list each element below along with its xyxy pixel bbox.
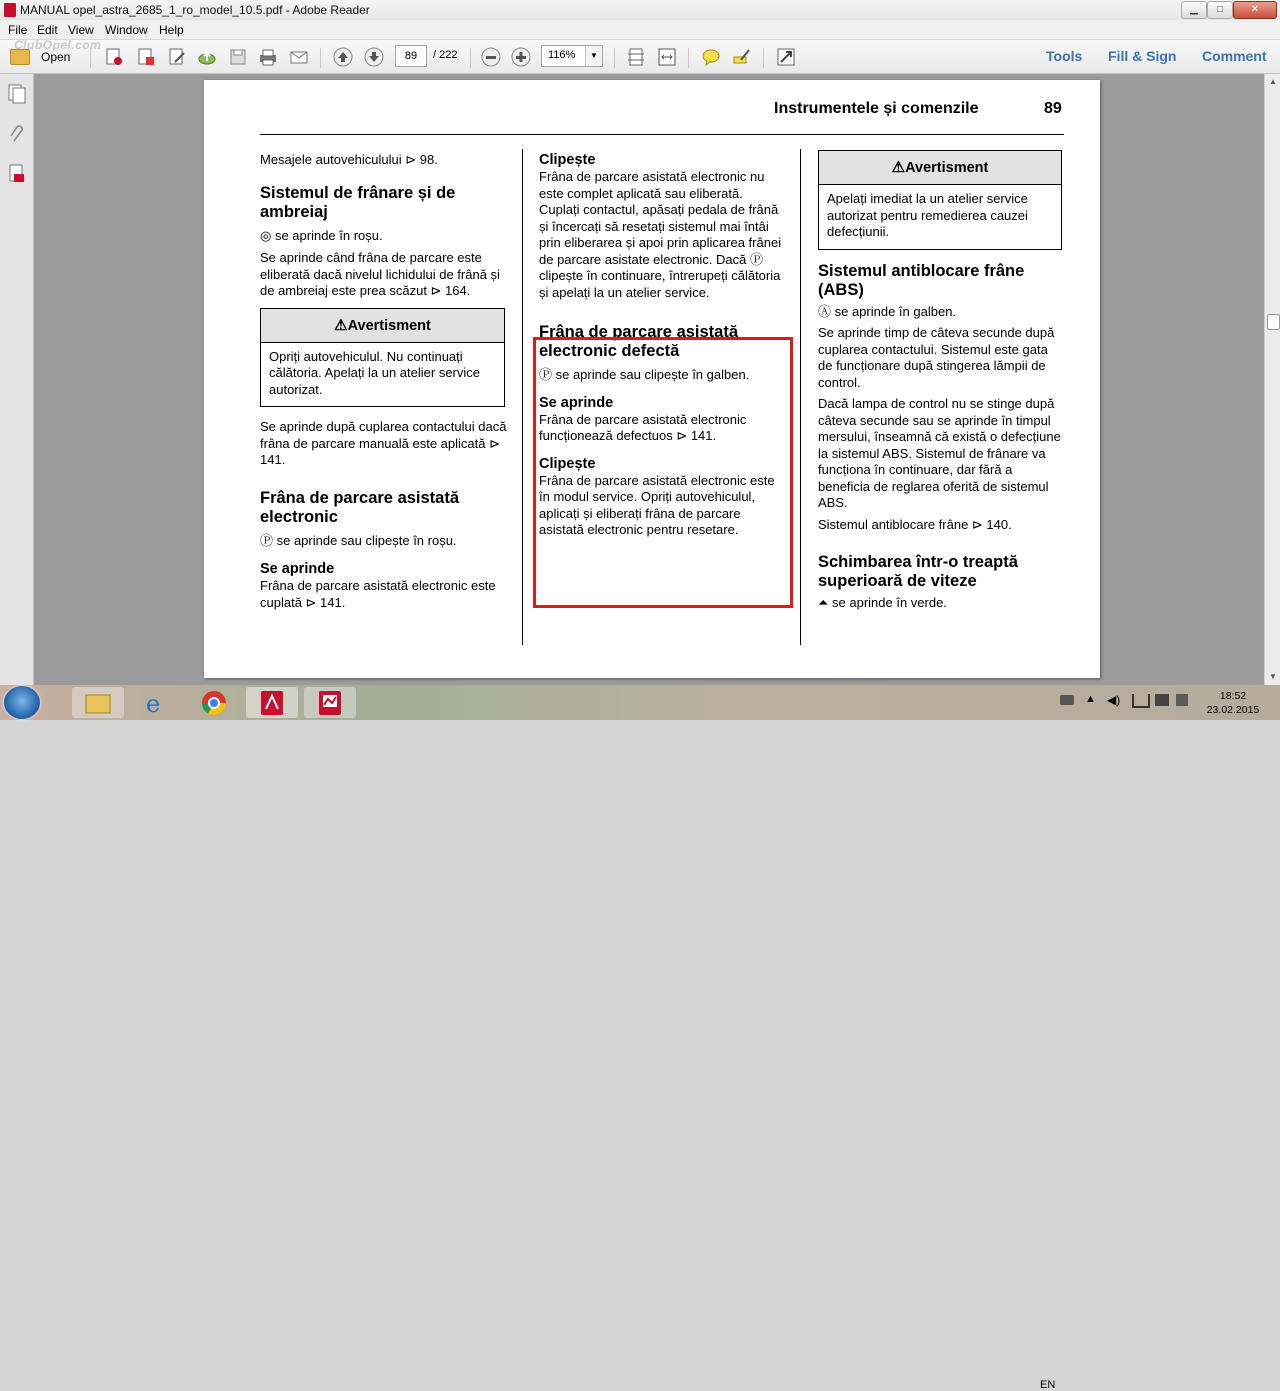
svg-text:e: e — [146, 690, 161, 718]
print-icon[interactable] — [257, 46, 279, 68]
navigation-pane — [0, 74, 34, 685]
body-text: Se aprinde timp de câteva secunde după cuplarea contactului. Sistemul este gata de funcționare după stingerea lămpii de control. — [818, 325, 1055, 390]
start-button[interactable] — [4, 686, 40, 719]
column-1 — [260, 152, 510, 611]
edit-pdf-icon[interactable] — [166, 46, 188, 68]
toolbar-separator — [763, 48, 764, 68]
sub-heading: Clipește — [539, 152, 596, 168]
header-divider — [260, 134, 1064, 135]
explorer-taskbar-icon[interactable] — [72, 687, 124, 718]
indicator-text: Ⓟ se aprinde sau clipește în galben. — [539, 367, 750, 382]
signatures-icon[interactable] — [8, 164, 26, 184]
fill-sign-button[interactable]: Fill & Sign — [1108, 48, 1177, 64]
save-icon[interactable] — [227, 46, 249, 68]
menu-view[interactable]: View — [68, 23, 94, 37]
warning-box — [818, 150, 1062, 250]
column-3 — [818, 150, 1064, 612]
warning-body: Apelați imediat la un atelier service autorizat pentru remedierea cauzei defecțiunii. — [827, 191, 1028, 239]
indicator-text: Ⓟ se aprinde sau clipește în roșu. — [260, 532, 457, 548]
ref-text: Mesajele autovehiculului ⊳ 98. — [260, 152, 438, 167]
scroll-up-icon[interactable]: ▲ — [1269, 77, 1277, 86]
clock-time: 18:52 — [1219, 690, 1247, 702]
tools-button[interactable]: Tools — [1046, 48, 1083, 64]
presentation-app-icon[interactable] — [304, 687, 356, 718]
show-hidden-icons-icon[interactable]: ▲ — [1085, 693, 1096, 705]
attachments-icon[interactable] — [8, 124, 26, 144]
internet-explorer-icon[interactable] — [130, 687, 182, 718]
volume-icon[interactable]: ◀) — [1107, 693, 1121, 707]
warning-body: Opriți autovehiculul. Nu continuați călătoria. Apelați la un atelier service autorizat. — [269, 348, 481, 397]
body-text: Frâna de parcare asistată electronic este în modul service. Opriți autovehiculul, aplicați și eliberați frâna de parcare asistată electronic pentru resetare. — [539, 472, 775, 537]
body-text: Frâna de parcare asistată electronic nu este complet aplicată sau eliberată. Cuplați contactul, apăsați pedala de frână și încercați să resetați sistemul mai întâi prin eliberarea și apoi prin aplicarea frânei de parcare asistate electronic. Dacă Ⓟ clipește în continuare, întrerupeți călătoria și apelați la un atelier service. — [539, 169, 782, 300]
fit-width-icon[interactable] — [656, 46, 678, 68]
page-number-input[interactable]: 89 — [395, 45, 427, 67]
sub-heading: Se aprinde — [260, 561, 335, 577]
keyboard-icon[interactable] — [1060, 695, 1074, 705]
indicator-text: ⏶ se aprinde în verde. — [818, 595, 947, 610]
highlight-annotation[interactable] — [533, 337, 793, 608]
body-text: Sistemul antiblocare frâne ⊳ 140. — [818, 516, 1012, 532]
window-title: MANUAL opel_astra_2685_1_ro_model_10.5.pdf - Adobe Reader — [20, 3, 370, 17]
network-icon[interactable] — [1132, 694, 1150, 708]
toolbar — [0, 40, 1280, 74]
section-heading: Sistemul de frânare și de ambreiaj — [260, 183, 456, 221]
body-text: Dacă lampa de control nu se stinge după câteva secunde sau se aprinde în timpul mersului, înseamnă că există o defecțiune la sistemul ABS. Sistemul de frânare va funcționa în continuare, dar fără a beneficia de reglarea oferită de sistemul ABS. — [818, 396, 1061, 510]
warning-title — [261, 309, 504, 343]
comment-bubble-icon[interactable] — [700, 46, 722, 68]
body-text: Se aprinde când frâna de parcare este eliberată dacă nivelul lichidului de frână și de ambreiaj este prea scăzut ⊳ 164. — [260, 250, 500, 298]
scroll-down-icon[interactable]: ▼ — [1269, 672, 1277, 681]
menu-window[interactable]: Window — [105, 23, 148, 37]
toolbar-separator — [470, 48, 471, 68]
clock-date: 23.02.2015 — [1206, 704, 1260, 716]
email-icon[interactable] — [288, 46, 310, 68]
adobe-reader-taskbar-icon[interactable] — [246, 687, 298, 718]
taskbar-clock[interactable] — [1198, 689, 1268, 717]
page-header-number: 89 — [1044, 100, 1062, 117]
minimize-button[interactable]: ▁ — [1181, 1, 1207, 19]
body-text: Frâna de parcare asistată electronic este cuplată ⊳ 141. — [260, 578, 496, 610]
chevron-down-icon[interactable]: ▼ — [585, 46, 602, 66]
input-language[interactable]: EN — [1040, 1379, 1056, 1391]
previous-page-icon[interactable] — [332, 46, 354, 68]
close-button[interactable]: ✕ — [1233, 1, 1277, 19]
full-screen-icon[interactable] — [775, 46, 797, 68]
section-heading: Sistemul antiblocare frâne (ABS) — [818, 261, 1025, 299]
watermark-text: ClubOpel.com — [14, 38, 102, 52]
toolbar-separator — [688, 48, 689, 68]
sub-heading: Clipește — [539, 455, 596, 472]
section-heading: Frâna de parcare asistată electronic — [260, 488, 460, 526]
column-divider — [522, 149, 523, 645]
comment-button[interactable]: Comment — [1202, 48, 1267, 64]
export-pdf-icon[interactable] — [135, 46, 157, 68]
indicator-text: ◎ se aprinde în roșu. — [260, 227, 383, 243]
toolbar-separator — [614, 48, 615, 68]
page-thumbnails-icon[interactable] — [8, 84, 26, 104]
adobe-reader-icon — [4, 3, 16, 17]
warning-title-text: Avertisment — [347, 317, 431, 334]
warning-box — [260, 308, 505, 408]
warning-triangle-icon: ⚠ — [891, 159, 906, 176]
chrome-icon[interactable] — [188, 687, 240, 718]
fit-page-icon[interactable] — [625, 46, 647, 68]
body-text: Se aprinde după cuplarea contactului dacă frâna de parcare manuală este aplicată ⊳ 141. — [260, 419, 507, 467]
cloud-upload-icon[interactable] — [196, 46, 218, 68]
menu-bar — [0, 20, 1280, 39]
title-bar — [0, 0, 1280, 21]
menu-help[interactable]: Help — [159, 23, 184, 37]
sub-heading: Se aprinde — [539, 394, 614, 411]
scroll-thumb[interactable] — [1267, 314, 1280, 330]
warning-triangle-icon: ⚠ — [334, 316, 348, 334]
create-pdf-icon[interactable] — [103, 46, 125, 68]
page-total: / 222 — [433, 49, 458, 61]
toolbar-separator — [320, 48, 321, 68]
column-divider — [800, 149, 801, 645]
next-page-icon[interactable] — [363, 46, 385, 68]
pdf-page — [204, 80, 1100, 678]
page-header-title: Instrumentele și comenzile — [774, 100, 979, 117]
highlight-pen-icon[interactable] — [731, 46, 753, 68]
section-heading: Schimbarea într-o treaptă superioară de viteze — [818, 553, 1018, 590]
warning-title-text: Avertisment — [905, 160, 989, 176]
action-center-icon[interactable] — [1155, 694, 1169, 706]
zoom-select[interactable] — [541, 45, 603, 67]
zoom-value: 116% — [548, 49, 576, 61]
vertical-scrollbar[interactable] — [1264, 74, 1280, 685]
section-heading: Frâna de parcare asistată electronic defectă — [539, 323, 739, 360]
body-text: Frâna de parcare asistată electronic funcționează defectuos ⊳ 141. — [539, 411, 747, 443]
warning-title — [819, 151, 1061, 185]
zoom-out-icon[interactable] — [480, 46, 502, 68]
taskbar — [0, 685, 1280, 1391]
zoom-in-icon[interactable] — [510, 46, 532, 68]
menu-file[interactable]: File — [8, 23, 28, 37]
notification-icon[interactable] — [1176, 694, 1188, 706]
open-label: Open — [41, 50, 71, 64]
indicator-text: Ⓐ se aprinde în galben. — [818, 303, 957, 319]
menu-edit[interactable]: Edit — [37, 23, 58, 37]
maximize-button[interactable]: □ — [1207, 1, 1233, 19]
